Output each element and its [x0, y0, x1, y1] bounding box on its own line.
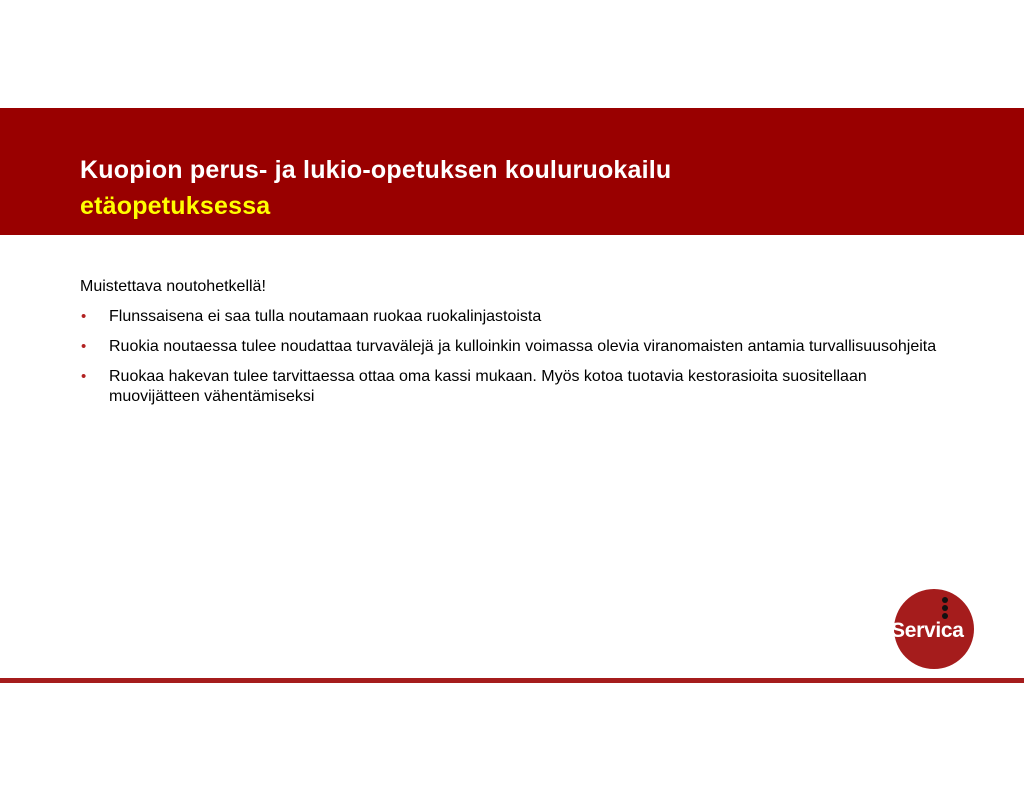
bullet-item [80, 367, 960, 407]
slide-title-highlight: etäopetuksessa [80, 192, 271, 220]
bullet-icon: • [81, 308, 87, 325]
slide-body [80, 277, 960, 417]
bullet-text: Ruokia noutaessa tulee noudattaa turvavälejä ja kulloinkin voimassa olevia viranomaisten antamia turvallisuusohjeita [109, 338, 937, 355]
bullet-text: Ruokaa hakevan tulee tarvittaessa ottaa oma kassi mukaan. Myös kotoa tuotavia kestorasioita suositellaan muovijätteen vähentämiseksi [109, 368, 867, 405]
slide-title-line-1: Kuopion perus- ja lukio-opetuksen kouluruokailu [80, 156, 672, 184]
footer-divider [0, 678, 1024, 683]
bullet-item [80, 307, 960, 327]
bullet-icon: • [81, 338, 87, 355]
lead-text: Muistettava noutohetkellä! [80, 278, 266, 295]
logo-wordmark: Servica [891, 619, 964, 642]
bullet-icon: • [81, 368, 87, 385]
servica-logo [891, 589, 974, 669]
bullet-list [80, 307, 960, 407]
bullet-text: Flunssaisena ei saa tulla noutamaan ruokaa ruokalinjastoista [109, 308, 542, 325]
bullet-item [80, 337, 960, 357]
logo-dots-icon [942, 597, 948, 621]
slide-title [80, 152, 671, 224]
